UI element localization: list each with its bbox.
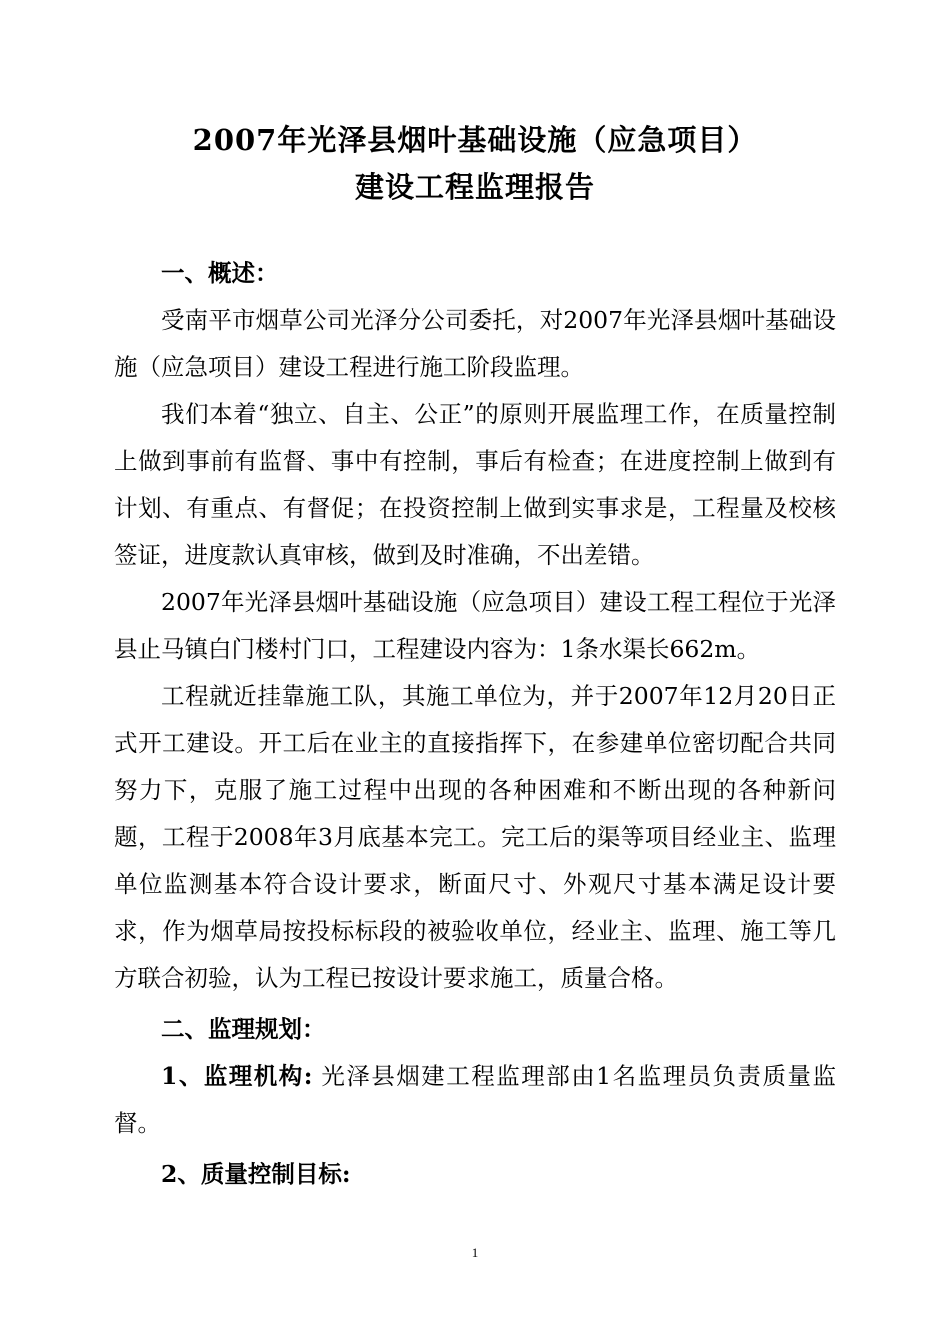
item-organization-label: 1、监理机构: (161, 1062, 313, 1090)
item-organization (114, 1053, 836, 1147)
item-organization-text: 光泽县烟建工程监理部由1名监理员负责质量监督。 (114, 1062, 836, 1137)
page-number: 1 (471, 1245, 479, 1260)
section-heading-planning: 二、监理规划： (161, 1015, 326, 1043)
section-heading-overview: 一、概述： (161, 259, 279, 287)
paragraph-principles: 我们本着“独立、自主、公正”的原则开展监理工作，在质量控制上做到事前有监督、事中有控制，事后有检查；在进度控制上做到有计划、有重点、有督促；在投资控制上做到实事求是，工程量及校核签证，进度款认真审核，做到及时准确，不出差错。 (114, 400, 836, 569)
paragraph-progress: 工程就近挂靠施工队，其施工单位为，并于2007年12月20日正式开工建设。开工后在业主的直接指挥下，在参建单位密切配合共同努力下，克服了施工过程中出现的各种困难和不断出现的各种新问题，工程于2008年3月底基本完工。完工后的渠等项目经业主、监理单位监测基本符合设计要求，断面尺寸、外观尺寸基本满足设计要求，作为烟草局按投标标段的被验收单位，经业主、监理、施工等几方联合初验，认为工程已按设计要求施工，质量合格。 (114, 682, 836, 992)
report-title-line1: 2007年光泽县烟叶基础设施（应急项目） (192, 123, 758, 157)
paragraph-commission: 受南平市烟草公司光泽分公司委托，对2007年光泽县烟叶基础设施（应急项目）建设工程进行施工阶段监理。 (114, 306, 836, 381)
paragraph-location: 2007年光泽县烟叶基础设施（应急项目）建设工程工程位于光泽县止马镇白门楼村门口，工程建设内容为：1条水渠长662m。 (114, 588, 836, 663)
report-title-line2: 建设工程监理报告 (354, 170, 595, 204)
report-body (114, 250, 836, 1198)
item-quality-target: 2、质量控制目标: (161, 1160, 351, 1188)
